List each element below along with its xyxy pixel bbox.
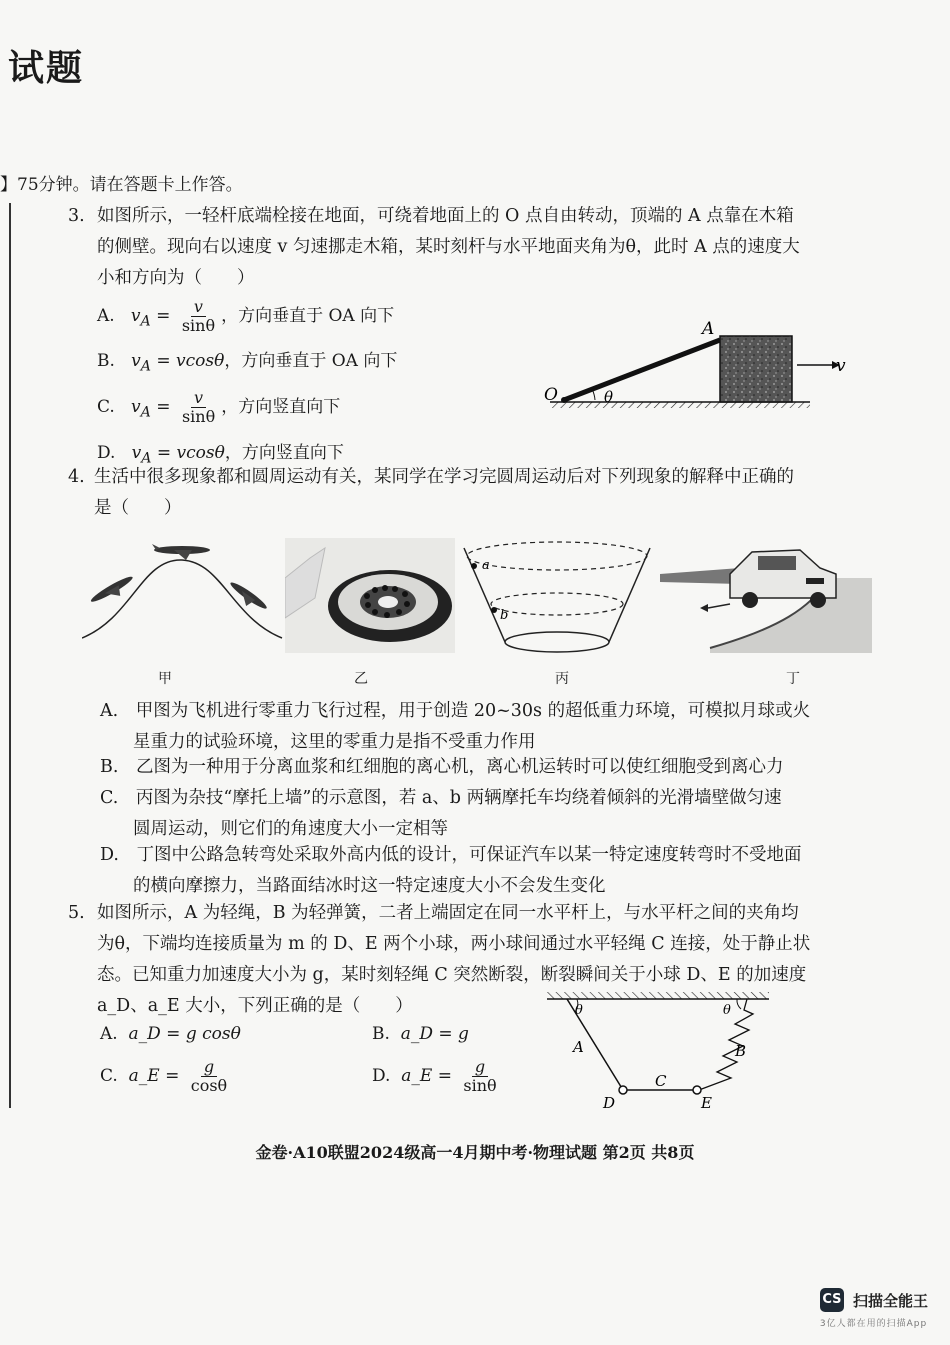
airplane-icon xyxy=(152,544,210,560)
label-theta: θ xyxy=(604,388,614,406)
q3-rod-box-figure xyxy=(540,318,860,418)
q4-stem-line: 是（ ） xyxy=(94,498,182,518)
ceiling-bar xyxy=(547,992,769,999)
question-3 xyxy=(68,201,898,294)
label-a: a xyxy=(482,558,490,573)
q3-option-c[interactable]: C. $v_A$ = $\frac{v}{\sin\theta}$ ，方向竖直向下 xyxy=(97,388,341,426)
airplane-icon xyxy=(89,574,138,610)
q4-option-b[interactable]: B. 乙图为一种用于分离血浆和红细胞的离心机，离心机运转时可以使红细胞受到离心力 xyxy=(100,757,784,777)
wooden-box xyxy=(720,336,792,402)
airplane-icon xyxy=(225,580,269,617)
label-a: A xyxy=(573,1038,584,1056)
q4-option-d[interactable]: D. 丁图中公路急转弯处采取外高内低的设计，可保证汽车以某一特定速度转弯时不受地面 的横向摩擦力，当路面结冰时这一特定速度大小不会发生变化 xyxy=(100,845,802,896)
motorcycle-a xyxy=(471,563,477,569)
label-d: D xyxy=(603,1094,616,1112)
question-number: 4. xyxy=(68,467,85,487)
label-v: v xyxy=(836,356,846,376)
q4-stem-line: 生活中很多现象都和圆周运动有关，某同学在学习完圆周运动后对下列现象的解释中正确的 xyxy=(94,467,794,487)
figure-ding-banked-curve xyxy=(660,538,872,653)
question-number: 3. xyxy=(68,206,85,226)
figure-jia-parabolic-flight xyxy=(82,538,287,648)
q3-stem-line: 小和方向为（ ） xyxy=(97,268,255,288)
label-b: B xyxy=(735,1042,747,1060)
margin-line xyxy=(9,203,11,1108)
ball-d xyxy=(619,1086,627,1094)
caption-ding: 丁 xyxy=(786,671,800,687)
figure-bing-cone-wall xyxy=(460,538,655,658)
q4-option-a[interactable]: A. 甲图为飞机进行零重力飞行过程，用于创造 20~30s 的超低重力环境，可模拟月球或火 星重力的试验环境，这里的零重力是指不受重力作用 xyxy=(100,701,811,752)
motorcycle-b xyxy=(491,607,497,613)
q5-option-b[interactable]: B. a_D = g xyxy=(372,1024,469,1044)
theta-right: θ xyxy=(723,1003,731,1018)
page-title: 试题 xyxy=(8,48,85,89)
q3-option-b[interactable]: B. $v_A = vcos\theta$，方向垂直于 OA 向下 xyxy=(97,351,398,375)
label-b: b xyxy=(500,608,509,623)
q3-stem-line: 如图所示，一轻杆底端栓接在地面，可绕着地面上的 O 点自由转动，顶端的 A 点靠在木箱 xyxy=(97,206,794,226)
q5-stem-line: 为θ，下端均连接质量为 m 的 D、E 两个小球，两小球间通过水平轻绳 C 连接，处于静止状 xyxy=(97,934,811,954)
page-footer: 金卷·A10联盟2024级高一4月期中考·物理试题 第2页 共8页 xyxy=(255,1143,695,1162)
label-c: C xyxy=(655,1072,667,1090)
ground xyxy=(550,402,810,408)
caption-bing: 丙 xyxy=(555,671,569,687)
label-o: O xyxy=(544,385,558,405)
ball-e xyxy=(693,1086,701,1094)
q3-stem-line: 的侧壁。现向右以速度 v 匀速挪走木箱，某时刻杆与水平地面夹角为θ，此时 A 点的速度大 xyxy=(97,237,800,257)
q5-option-c[interactable]: C. a_E = $\frac{g}{\cos\theta}$ xyxy=(100,1057,228,1095)
label-a: A xyxy=(702,319,715,339)
scanner-tagline: 3亿人都在用的扫描App xyxy=(819,1319,928,1329)
scanner-logo-icon: CS xyxy=(820,1288,844,1312)
q5-option-a[interactable]: A. a_D = g cosθ xyxy=(100,1024,241,1044)
q5-rope-spring-figure xyxy=(545,990,775,1112)
scanner-badge xyxy=(820,1288,928,1329)
label-e: E xyxy=(701,1094,712,1112)
rod-oa xyxy=(564,340,720,400)
caption-yi: 乙 xyxy=(354,671,368,687)
q5-stem-line: 态。已知重力加速度大小为 g，某时刻轻绳 C 突然断裂，断裂瞬间关于小球 D、E 的加速度 xyxy=(97,965,807,985)
theta-left: θ xyxy=(575,1003,583,1018)
exam-instruction: 】75分钟。请在答题卡上作答。 xyxy=(0,175,243,195)
q3-option-d[interactable]: D. $v_A = vcos\theta$，方向竖直向下 xyxy=(97,443,344,467)
pivot-o xyxy=(561,397,567,403)
q5-option-d[interactable]: D. a_E = $\frac{g}{\sin\theta}$ xyxy=(372,1057,497,1095)
q5-stem-line: a_D、a_E 大小，下列正确的是（ ） xyxy=(97,996,413,1016)
q4-option-c[interactable]: C. 丙图为杂技“摩托上墙”的示意图，若 a、b 两辆摩托车均绕着倾斜的光滑墙壁做匀速 圆周运动，则它们的角速度大小一定相等 xyxy=(100,788,782,839)
q5-stem-line: 如图所示，A 为轻绳，B 为轻弹簧，二者上端固定在同一水平杆上，与水平杆之间的夹角均 xyxy=(97,903,799,923)
question-4 xyxy=(68,462,898,524)
scanner-name: 扫描全能王 xyxy=(852,1291,928,1310)
caption-jia: 甲 xyxy=(158,671,172,687)
q3-option-a[interactable]: A. $v_A$ = $\frac{v}{\sin\theta}$ ，方向垂直于 OA 向下 xyxy=(97,297,395,335)
question-number: 5. xyxy=(68,903,85,923)
car-icon xyxy=(730,550,836,608)
figure-yi-centrifuge xyxy=(285,538,455,653)
